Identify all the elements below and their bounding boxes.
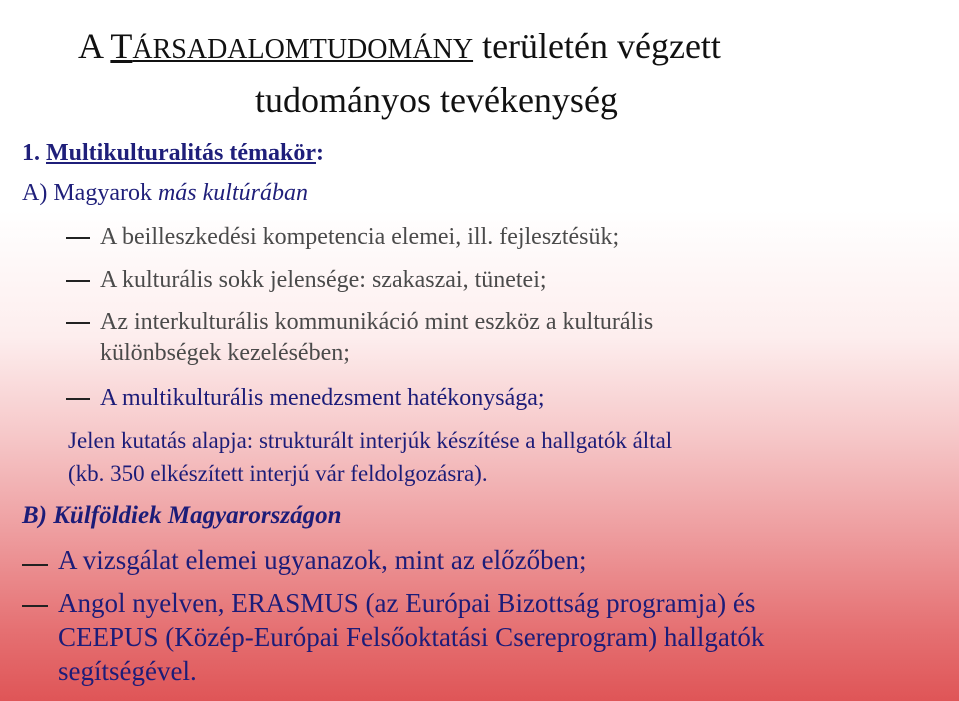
- research-note-line-2: (kb. 350 elkészített interjú vár feldolgozásra).: [68, 461, 488, 486]
- title-prefix: A: [78, 26, 111, 66]
- section-1-label: Multikulturalitás témakör: [46, 140, 316, 166]
- part-a-heading: [22, 180, 308, 207]
- part-a-item-2: A kulturális sokk jelensége: szakaszai, tünetei;: [100, 267, 547, 293]
- title-line1-rest: területén végzett: [473, 26, 721, 66]
- section-1-colon: :: [316, 140, 324, 166]
- section-1-number: 1.: [22, 140, 46, 166]
- part-b-item-1: A vizsgálat elemei ugyanazok, mint az előzőben;: [58, 545, 587, 575]
- dash-bullet-icon: [22, 605, 48, 607]
- dash-bullet-icon: [66, 237, 90, 239]
- part-a-item-1: A beilleszkedési kompetencia elemei, ill. fejlesztésük;: [100, 224, 620, 250]
- part-b-item-2-cont-2: segítségével.: [58, 656, 197, 686]
- dash-bullet-icon: [22, 564, 48, 566]
- part-a-prefix: A) Magyarok: [22, 180, 158, 206]
- part-a-emphasis: más kultúrában: [157, 180, 308, 206]
- part-a-item-3: Az interkulturális kommunikáció mint eszköz a kulturális: [100, 309, 654, 335]
- part-a-item-4: A multikulturális menedzsment hatékonysága;: [100, 385, 545, 411]
- title-field-initial: T: [110, 26, 133, 66]
- part-b-item-2: Angol nyelven, ERASMUS (az Európai Bizottság programja) és: [58, 588, 756, 618]
- dash-bullet-icon: [66, 280, 90, 282]
- part-a-item-3-cont: különbségek kezelésében;: [100, 340, 350, 366]
- page-title-line-1: [78, 26, 721, 70]
- part-b-heading: B) Külföldiek Magyarországon: [22, 502, 342, 529]
- dash-bullet-icon: [66, 322, 90, 324]
- research-note-line-1: Jelen kutatás alapja: strukturált interjúk készítése a hallgatók által: [68, 428, 673, 453]
- title-field-rest: ÁRSADALOMTUDOMÁNY: [132, 34, 474, 65]
- part-b-item-2-cont-1: CEEPUS (Közép-Európai Felsőoktatási Csereprogram) hallgatók: [58, 622, 765, 652]
- page-title-line-2: tudományos tevékenység: [255, 80, 618, 120]
- dash-bullet-icon: [66, 398, 90, 400]
- section-1-heading: [22, 140, 324, 167]
